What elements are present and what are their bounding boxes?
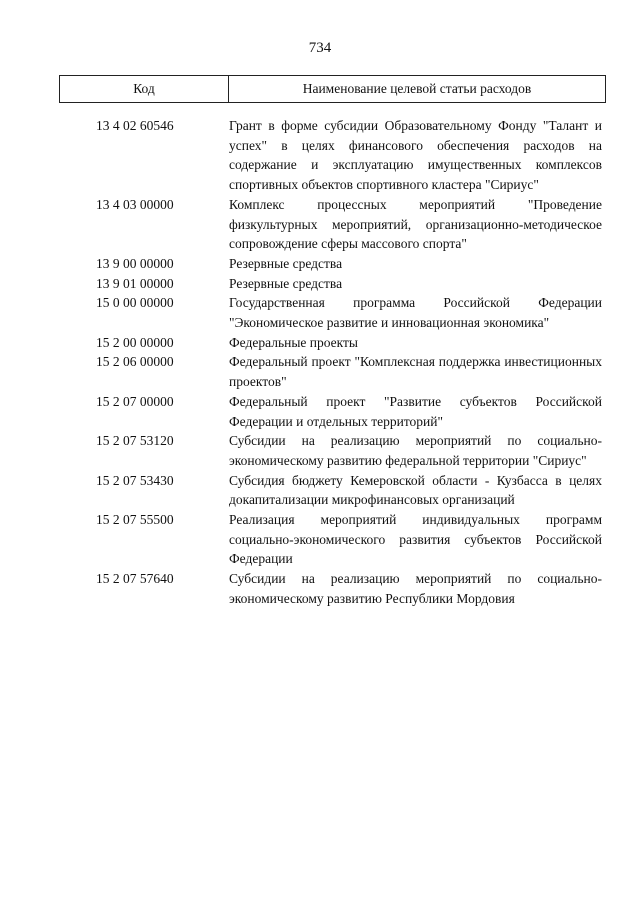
row-name: Федеральные проекты: [229, 334, 358, 350]
row-name: Субсидии на реализацию мероприятий по социально-экономическому развитию Республики Мордовия: [229, 571, 602, 606]
row-code: 15 2 07 53120: [96, 433, 174, 449]
table-row: [0, 195, 640, 254]
row-code: 13 9 01 00000: [96, 275, 174, 291]
table-body: [0, 116, 640, 609]
row-code: 15 2 07 00000: [96, 393, 174, 409]
row-code: 15 0 00 00000: [96, 295, 174, 311]
row-name: Государственная программа Российской Федерации "Экономическое развитие и инновационная экономика": [229, 295, 602, 331]
table-row: [0, 510, 640, 569]
row-name: Резервные средства: [229, 255, 343, 271]
table-row: [0, 352, 640, 391]
table-row: [0, 569, 640, 608]
row-name: Резервные средства: [229, 275, 343, 291]
row-code: 15 2 06 00000: [96, 354, 174, 370]
table-row: [0, 333, 640, 353]
row-code: 15 2 07 55500: [96, 512, 174, 528]
table-row: [0, 116, 640, 195]
row-name: Грант в форме субсидии Образовательному Фонду "Талант и успех" в целях финансового обеспечения расходов на содержание и эксплуатацию имущественных комплексов спортивных объектов спортивного кластера "Сириус": [229, 118, 602, 193]
row-code: 13 9 00 00000: [96, 255, 174, 271]
row-name: Реализация мероприятий индивидуальных программ социально-экономического развития субъектов Российской Федерации: [229, 512, 602, 567]
row-code: 15 2 07 57640: [96, 571, 174, 587]
row-name: Федеральный проект "Развитие субъектов Российской Федерации и отдельных территорий": [229, 393, 602, 429]
row-code: 13 4 02 60546: [96, 118, 174, 133]
table-header: [59, 75, 606, 103]
table-row: [0, 471, 640, 510]
page-number: 734: [308, 40, 332, 56]
table-row: [0, 254, 640, 274]
table-row: [0, 431, 640, 470]
row-code: 15 2 00 00000: [96, 334, 174, 350]
header-name: Наименование целевой статьи расходов: [302, 81, 532, 96]
table-row: [0, 274, 640, 294]
row-name: Комплекс процессных мероприятий "Проведение физкультурных мероприятий, организационно-методическое сопровождение сферы массового спорта": [229, 196, 602, 252]
row-code: 13 4 03 00000: [96, 196, 174, 212]
row-name: Федеральный проект "Комплексная поддержка инвестиционных проектов": [229, 354, 602, 390]
row-name: Субсидии на реализацию мероприятий по социально-экономическому развитию федеральной территории "Сириус": [229, 433, 602, 468]
row-code: 15 2 07 53430: [96, 472, 174, 488]
row-name: Субсидия бюджету Кемеровской области - Кузбасса в целях докапитализации микрофинансовых организаций: [229, 472, 602, 508]
table-row: [0, 392, 640, 431]
table-row: [0, 293, 640, 332]
header-code: Код: [60, 76, 229, 102]
